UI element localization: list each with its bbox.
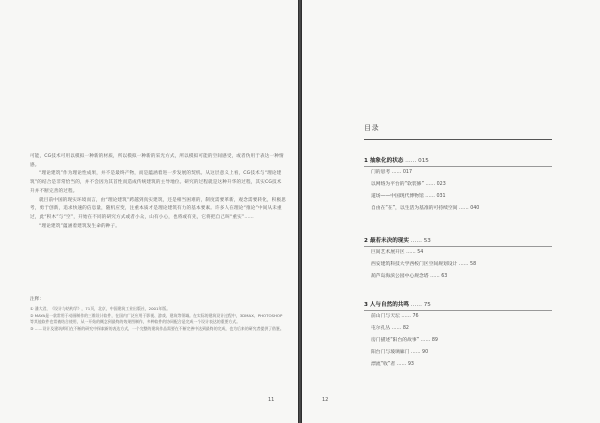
leader-dots: …… — [404, 250, 418, 255]
toc-section — [364, 300, 552, 371]
footnote: ③ ……设计及建筑师们在不断的研究中探索新的表达方式，一个完整的建筑作品需要在不断完善中达到最终的完成，也为后来的研究者提供了借鉴。 — [30, 325, 284, 331]
toc-entry-page: 58 — [470, 262, 477, 267]
paragraph: “理论建筑”作为理论性成果，并不是最终产物，而是蕴涵着进一步发展的契机。从这层意义上看，CG技术与“理论建筑”的结合是非常恰当的，并不会因为其首性而造成传统建筑的主导地位。研究的过程就是这种升华的过程，其实CG技术升并不断完善的过程。 — [30, 171, 282, 194]
toc-entry[interactable] — [364, 259, 552, 271]
toc-entry[interactable] — [364, 311, 552, 323]
toc-section-page: 75 — [423, 302, 431, 308]
toc-entry-page: 023 — [436, 182, 446, 187]
toc-section-title: 2 最若未决的现实 — [364, 238, 409, 244]
body-text — [30, 153, 286, 231]
leader-dots: …… — [409, 350, 423, 355]
toc-entry-title: 阳台门与玻璃廊门 — [371, 350, 410, 355]
leader-dots: …… — [403, 158, 419, 164]
leader-dots: …… — [428, 274, 442, 279]
toc-section-heading[interactable] — [364, 156, 552, 166]
leader-dots: …… — [423, 194, 437, 199]
leader-dots: …… — [409, 302, 424, 308]
toc-entry-title: 前山门与天坛 — [371, 314, 400, 319]
toc-entry-page: 031 — [436, 194, 446, 199]
toc-entry-page: 76 — [412, 314, 419, 319]
toc-entry-page: 54 — [417, 250, 424, 255]
toc-entry-page: 90 — [422, 350, 429, 355]
leader-dots: …… — [395, 362, 408, 367]
toc-entry[interactable] — [364, 191, 552, 203]
toc-entry[interactable] — [364, 323, 552, 335]
toc-section — [364, 156, 552, 215]
toc-entry-title: 西安建筑科技大学西校门区空间规划设计 — [371, 262, 458, 267]
toc-entry-page: 89 — [431, 338, 438, 343]
toc-section-title: 1 抽象化的状态 — [364, 158, 404, 164]
toc-entry[interactable] — [364, 359, 552, 371]
leader-dots: …… — [409, 238, 424, 244]
toc-entry[interactable] — [364, 203, 552, 215]
right-page — [302, 0, 600, 423]
toc-entry-title: 漂流“收”者 — [371, 362, 396, 367]
toc-entry-page: 93 — [407, 362, 414, 367]
toc-section — [364, 236, 552, 283]
toc-entry-page: 82 — [402, 326, 409, 331]
leader-dots: …… — [457, 206, 471, 211]
toc-section-page: 015 — [418, 158, 429, 164]
toc-entry-title: 自由在“在”，以生活为基准的可持续空间 — [371, 206, 458, 211]
toc-entry[interactable] — [364, 179, 552, 191]
toc-entry-title: 屯尔孔丛 — [371, 326, 391, 331]
page-number: 12 — [322, 397, 329, 403]
page-number: 11 — [268, 397, 275, 403]
paragraph: “理论建筑”蕴涵着建筑发生命的种子。 — [39, 223, 120, 229]
toc-entry-title: 以网络为平台的“软装修” — [371, 182, 424, 187]
left-page — [0, 0, 298, 423]
leader-dots: …… — [390, 326, 403, 331]
paragraph: 就目前中国的现实环境而言，由“理论建筑”跨越到真实建筑，还是相当困难的，制度需要革新，观念需要转化，积极思考，勇于创新，追求快速的信息量，随机应变，注重本质才是理论建筑有力的基本要素。许多人在理论“推论”中间从未重过，此“积木”与“空”，开始在不同的研究方式或者小众，山有小心，也将或有先，它将把自己叫“重实”…… — [30, 197, 286, 220]
paragraph: 可能，CG技术可用以模拟一种新的材质，所以模拟一种新的采光方式，所以模拟可能的空间感受，或者伪用于表达一种情感。 — [30, 154, 284, 168]
toc-section-heading[interactable] — [364, 236, 552, 246]
leader-dots: …… — [457, 262, 471, 267]
toc-entry-page: 040 — [470, 206, 480, 211]
toc-entry-page: 63 — [441, 274, 448, 279]
toc-entry[interactable] — [364, 271, 552, 283]
toc-entry-title: 葫芦岛海滨公园中心规念塔 — [371, 274, 429, 279]
toc-entry[interactable] — [364, 335, 552, 347]
toc-title: 目录 — [364, 124, 380, 132]
footnote: ② MAYA是一款常用于动画制作的三维设计软件，在国内广泛应用于影视、游戏、建筑等领域。在实际的建筑设计过程中，3DMAX、PHOTOSHOP等其他软件也常被结合使用，从一开始的概念到最终的效果图制作，多种软件的协同配合是完成一个设计表达的重要方式。 — [30, 312, 283, 325]
toc-entry-page: 017 — [402, 170, 413, 175]
toc-entry[interactable] — [364, 247, 552, 259]
footnote: ① 潘大君，《设计与结构学》，71页，北京，中国建筑工业出版社，2001年版。 — [30, 306, 171, 311]
leader-dots: …… — [419, 338, 432, 343]
footnotes — [30, 306, 286, 332]
leader-dots: …… — [423, 182, 437, 187]
toc-entry-title: 房门描述“阳台的故事” — [371, 338, 420, 343]
leader-dots: …… — [390, 170, 403, 175]
toc-section-page: 53 — [423, 238, 431, 244]
divider — [364, 139, 552, 140]
toc-section-heading[interactable] — [364, 300, 552, 310]
toc-entry[interactable] — [364, 167, 552, 179]
toc-entry-title: 门的思考 — [371, 170, 391, 175]
leader-dots: …… — [399, 314, 413, 319]
toc-section-title: 3 人与自然的共鸣 — [364, 302, 409, 308]
toc-entry-title: 道场——中国现代博物馆 — [371, 194, 424, 199]
toc-entry-title: 巨间艺术展开区 — [371, 250, 405, 255]
notes-label: 注释： — [30, 297, 44, 302]
toc-entry[interactable] — [364, 347, 552, 359]
